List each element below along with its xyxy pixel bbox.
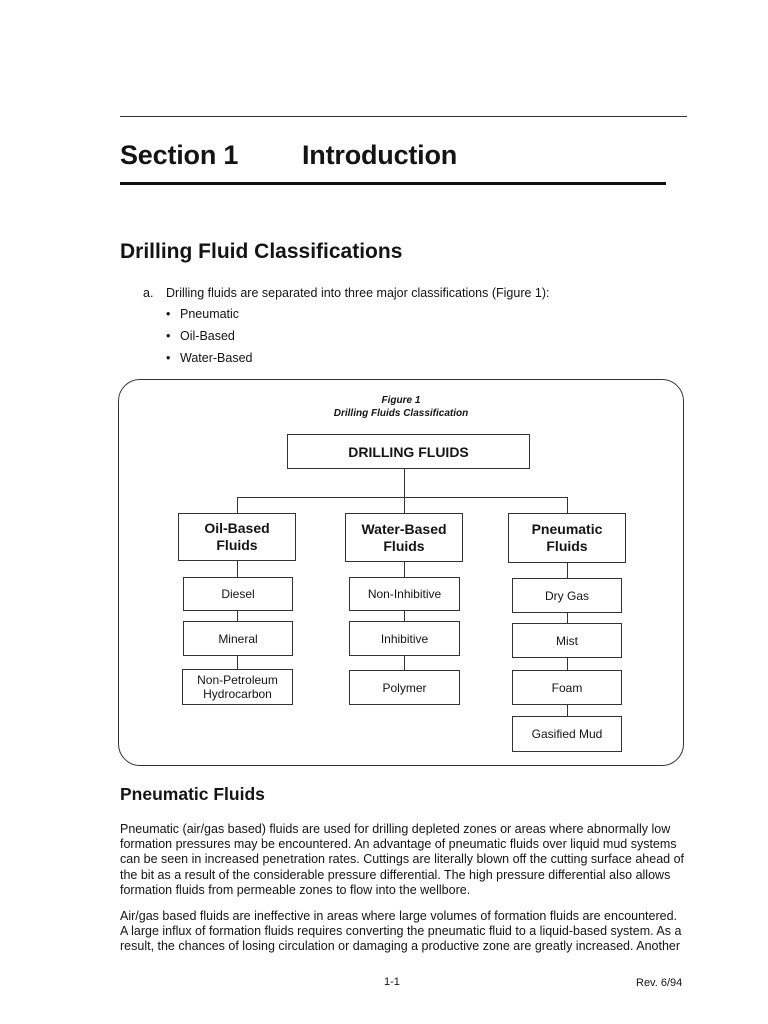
revision-label: Rev. 6/94 (636, 977, 683, 989)
bullet-text: Water-Based (180, 351, 253, 365)
item-box: Foam (512, 670, 622, 705)
item-box: Dry Gas (512, 578, 622, 613)
item-box: Mineral (183, 621, 293, 656)
pneumatic-heading: Pneumatic Fluids (120, 784, 265, 804)
item-box: Polymer (349, 670, 460, 705)
bullet-item (166, 329, 235, 343)
page-number: 1-1 (384, 976, 400, 988)
category-box-pneumatic: Pneumatic Fluids (508, 513, 626, 563)
bullet-icon: • (166, 351, 171, 365)
bullet-item (166, 351, 252, 365)
classifications-heading: Drilling Fluid Classifications (120, 240, 403, 263)
connector-line (567, 562, 568, 579)
pneumatic-paragraph: Pneumatic (air/gas based) fluids are used for drilling depleted zones or areas where abnormally low formation pressures may be encountered. An advantage of pneumatic fluids over liquid mud systems can be seen in increased penetration rates. Cuttings are literally blown off the cutting surface ahead of the bit as a result of the considerable pressure differential. The high pressure differential also allows formation fluids from permeable zones to flow into the wellbore. (120, 822, 685, 897)
category-box-oil: Oil-Based Fluids (178, 513, 296, 561)
connector-line (237, 497, 238, 513)
figure-caption: Drilling Fluids Classification (333, 408, 469, 419)
connector-line (567, 497, 568, 513)
list-marker: a. (143, 286, 154, 300)
header-top-rule (120, 116, 687, 117)
bullet-text: Oil-Based (180, 329, 235, 343)
item-box: Gasified Mud (512, 716, 622, 752)
item-box: Diesel (183, 577, 293, 611)
connector-line (237, 497, 568, 498)
bullet-icon: • (166, 307, 171, 321)
connector-line (404, 497, 405, 513)
header-bottom-rule (120, 182, 666, 185)
connector-line (567, 657, 568, 671)
section-title: Introduction (302, 140, 458, 170)
connector-line (404, 468, 405, 497)
bullet-item (166, 307, 239, 321)
classifications-intro: Drilling fluids are separated into three major classifications (Figure 1): (166, 286, 550, 300)
item-box: Inhibitive (349, 621, 460, 656)
item-box: Non-Petroleum Hydrocarbon (182, 669, 293, 705)
figure-label: Figure 1 (381, 395, 421, 406)
section-number: Section 1 (120, 140, 239, 170)
connector-line (237, 655, 238, 669)
connector-line (404, 655, 405, 671)
item-box: Mist (512, 623, 622, 658)
connector-line (404, 561, 405, 577)
pneumatic-paragraph: Air/gas based fluids are ineffective in areas where large volumes of formation fluids are encountered. A large influx of formation fluids requires converting the pneumatic fluid to a liquid-based system. As a result, the chances of losing circulation or damaging a productive zone are greatly increased. Another (120, 909, 682, 954)
bullet-icon: • (166, 329, 171, 343)
root-box: DRILLING FLUIDS (287, 434, 530, 469)
bullet-text: Pneumatic (180, 307, 240, 321)
category-box-water: Water-Based Fluids (345, 513, 463, 562)
connector-line (237, 560, 238, 578)
item-box: Non-Inhibitive (349, 577, 460, 611)
